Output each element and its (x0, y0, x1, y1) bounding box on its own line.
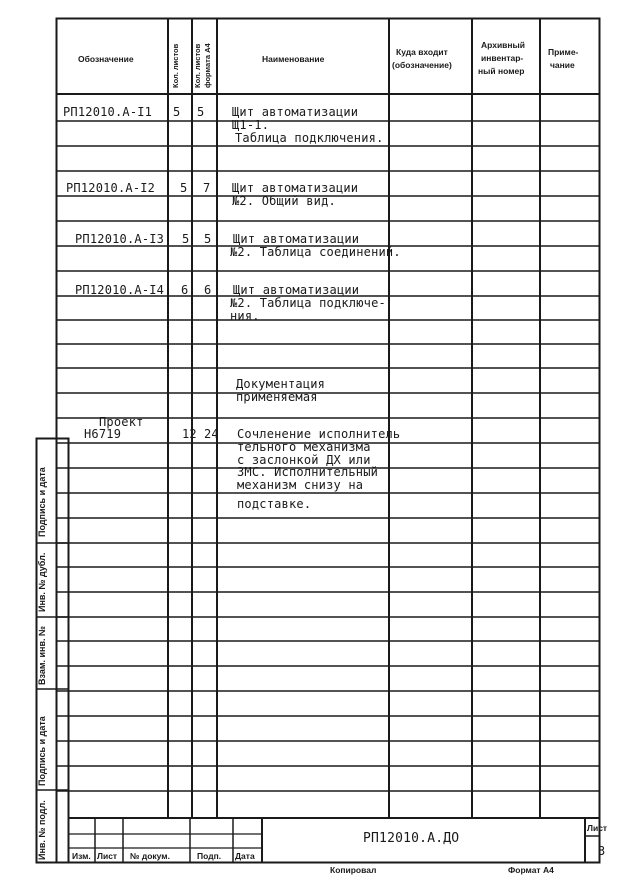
stamp-col-doc-no: № докум. (130, 851, 170, 861)
header-format-sheets-line1: Кол. листов (193, 43, 202, 88)
header-archive-line3: ный номер (478, 66, 525, 76)
row2-name-line2: №2. Общий вид. (232, 194, 336, 208)
row4-name-line2: №2. Таблица подключе- (230, 296, 386, 310)
row3-sheets: 5 (182, 232, 190, 246)
row2-name-line1: Щит автоматизации (232, 181, 359, 195)
row4-name-line3: ния. (230, 309, 260, 323)
header-sheets-count: Кол. листов (171, 43, 180, 88)
header-archive-line1: Архивный (481, 40, 526, 50)
section-heading-line1: Документация (236, 377, 326, 391)
row1-name-line3: Таблица подключения. (235, 131, 384, 145)
stamp-col-sheet: Лист (97, 851, 118, 861)
project-label: Проект (99, 415, 144, 429)
row1-designation: РП12010.А-I1 (63, 105, 153, 119)
project-a4: 24 (204, 427, 219, 441)
stamp-col-change: Изм. (72, 851, 91, 861)
row3-a4: 5 (204, 232, 212, 246)
project-sheets: 12 (182, 427, 197, 441)
row3-name-line1: Щит автоматизации (233, 232, 360, 246)
footer-copied: Копировал (330, 865, 377, 875)
row1-name-line1: Щит автоматизации (232, 105, 359, 119)
header-designation: Обозначение (78, 54, 134, 64)
project-name-line5: механизм снизу на (237, 478, 364, 492)
stamp-col-sign: Подп. (197, 851, 222, 861)
header-note-line1: Приме- (548, 47, 579, 57)
side-orig-inv: Инв. № подл. (37, 800, 47, 860)
header-where-used-line2: (обозначение) (392, 60, 452, 70)
row4-name-line1: Щит автоматизации (233, 283, 360, 297)
side-sign-date-top: Подпись и дата (37, 467, 47, 537)
header-where-used-line1: Куда входит (396, 47, 448, 57)
row1-sheets: 5 (173, 105, 181, 119)
row1-name-line2: Щ1-1. (232, 118, 270, 132)
row4-sheets: 6 (181, 283, 189, 297)
row4-designation: РП12010.А-I4 (75, 283, 165, 297)
header-name: Наименование (262, 54, 325, 64)
project-name-line3: с заслонкой ДХ или (237, 453, 371, 467)
project-name-last: подставке. (237, 497, 312, 511)
project-code: Н6719 (84, 427, 122, 441)
row3-name-line2: №2. Таблица соединений. (230, 245, 401, 259)
stamp-col-date: Дата (235, 851, 255, 861)
project-name-line2: тельного механизма (237, 440, 371, 454)
row2-a4: 7 (203, 181, 211, 195)
row3-designation: РП12010.А-I3 (75, 232, 165, 246)
side-sign-date-bottom: Подпись и дата (37, 716, 47, 786)
side-dup-inv: Инв. № дубл. (37, 552, 47, 612)
row1-a4: 5 (197, 105, 205, 119)
stamp-sheet-number: 3 (598, 844, 606, 858)
section-heading-line2: применяемая (236, 390, 318, 404)
side-replace-inv: Взам. инв. № (37, 625, 47, 685)
row2-designation: РП12010.А-I2 (66, 181, 156, 195)
header-format-sheets-line2: формата А4 (203, 43, 212, 88)
row4-a4: 6 (204, 283, 212, 297)
header-archive-line2: инвентар- (481, 53, 524, 63)
stamp-sheet-label: Лист (587, 823, 608, 833)
row2-sheets: 5 (180, 181, 188, 195)
project-name-line1: Сочленение исполнитель (237, 427, 401, 441)
footer-format: Формат А4 (508, 865, 554, 875)
stamp-document-code: РП12010.А.ДО (363, 831, 460, 846)
header-note-line2: чание (550, 60, 575, 70)
project-name-line4: ЗМС. Исполнительный (237, 465, 379, 479)
